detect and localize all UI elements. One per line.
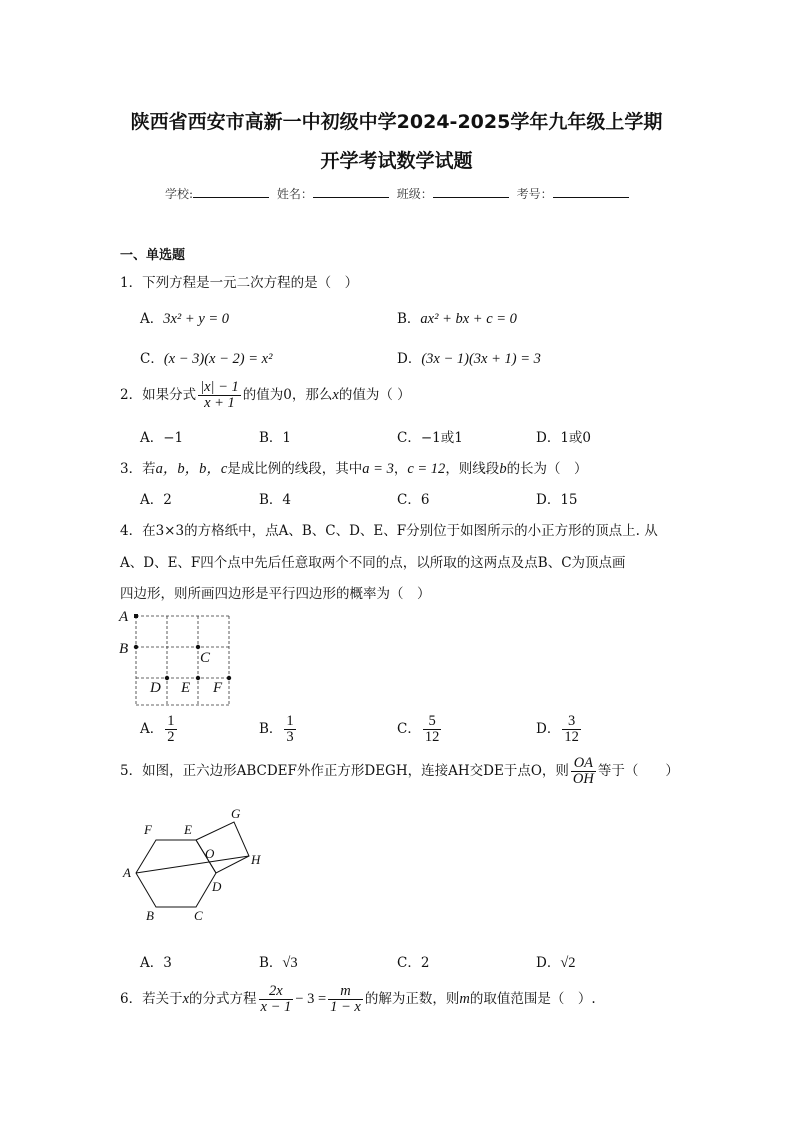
q2-option-a[interactable]: A．−1 — [140, 430, 184, 446]
q4-d-label: D． — [536, 721, 561, 737]
q4-a-label: A． — [140, 721, 164, 737]
q4-b-den: 3 — [286, 729, 294, 745]
q5-frac-num: OA — [571, 756, 596, 772]
q2-var: x — [332, 387, 339, 403]
q6-var: x — [182, 991, 190, 1007]
q1-a-label: A． — [140, 311, 164, 327]
q4-a-frac — [165, 714, 176, 745]
q4-point-c — [196, 645, 200, 649]
q6-frac1-den: x − 1 — [260, 999, 292, 1015]
q2-suffix: 的值为（ ） — [338, 387, 411, 403]
q4-point-b — [134, 645, 138, 649]
q5-label-b: B — [146, 908, 154, 923]
q5-b-label: B． — [259, 955, 283, 971]
q6-frac2 — [328, 984, 363, 1015]
q4-b-label: B． — [259, 721, 283, 737]
q6-stem — [120, 984, 596, 1015]
q6-var-m: m — [459, 991, 470, 1007]
q4-d-frac — [562, 714, 581, 745]
q6-frac2-num: m — [328, 984, 363, 1000]
q5-b-value: √3 — [282, 955, 298, 971]
q3-eq2: c = 12 — [407, 461, 446, 477]
q2-option-b[interactable]: B．1 — [259, 430, 292, 446]
page-title-line2: 开学考试数学试题 — [320, 150, 473, 172]
q6-minus3: − 3 = — [295, 991, 327, 1007]
q1-c-expr: (x − 3)(x − 2) = x² — [163, 351, 273, 367]
q4-a-num: 1 — [167, 713, 175, 729]
q3-option-b[interactable]: B．4 — [259, 492, 292, 508]
q1-d-label: D． — [397, 351, 422, 367]
q2-option-c[interactable]: C．−1或1 — [397, 430, 463, 446]
q3-option-c[interactable]: C．6 — [397, 492, 430, 508]
q5-d-value: √2 — [560, 955, 576, 971]
q3-vars: a，b，b，c — [155, 461, 228, 477]
q5-suffix: 等于（ ） — [597, 763, 679, 779]
q5-label-o: O — [205, 846, 215, 861]
q6-mid2: 的解为正数，则 — [364, 991, 460, 1007]
q1-option-b[interactable] — [397, 307, 517, 328]
q5-frac-den: OH — [572, 771, 594, 787]
q4-label-c: C — [200, 650, 211, 666]
section-title: 一、单选题 — [120, 248, 186, 263]
class-label: 班级： — [396, 187, 433, 201]
q4-b-frac — [284, 714, 295, 745]
q3-stem — [120, 457, 588, 478]
q4-label-f: F — [213, 680, 223, 696]
q4-point-d — [165, 676, 169, 680]
q4-label-a: A — [119, 609, 129, 625]
q4-c-frac — [423, 714, 442, 745]
q5-label-f: F — [144, 822, 152, 837]
q4-option-d[interactable] — [536, 714, 583, 745]
q1-b-expr: ax² + bx + c = 0 — [420, 311, 517, 327]
q3-part3: ，则线段 — [445, 461, 500, 477]
q5-label-a: A — [123, 865, 131, 880]
q6-suffix: 的取值范围是（ ）. — [469, 991, 596, 1007]
q2-prefix: 2．如果分式 — [120, 387, 197, 403]
school-label: 学校: — [165, 187, 194, 201]
q1-option-c[interactable] — [140, 347, 272, 368]
q4-c-den: 12 — [424, 729, 440, 745]
q3-part4: 的长为（ ） — [506, 461, 588, 477]
name-label: 姓名： — [276, 187, 313, 201]
q3-part2: 是成比例的线段，其中 — [227, 461, 363, 477]
q3-var-b: b — [499, 461, 507, 477]
q5-d-label: D． — [536, 955, 561, 971]
q4-option-c[interactable] — [397, 714, 443, 745]
q6-mid: 的分式方程 — [189, 991, 257, 1007]
q1-d-expr: (3x − 1)(3x + 1) = 3 — [421, 351, 541, 367]
q4-line2: A、D、E、F四个点中先后任意取两个不同的点，以所取的这两点及点B、C为顶点画 — [120, 555, 626, 571]
q1-option-a[interactable] — [140, 307, 229, 328]
q1-c-label: C． — [140, 351, 164, 367]
q4-label-b: B — [119, 641, 129, 657]
q6-prefix: 6．若关于 — [120, 991, 183, 1007]
q4-c-num: 5 — [423, 714, 442, 730]
q3-part1: 3．若 — [120, 461, 156, 477]
q4-grid-figure — [116, 606, 240, 710]
exam-no-field[interactable] — [553, 186, 629, 198]
q3-sep: ， — [393, 461, 408, 477]
q5-option-d[interactable] — [536, 951, 576, 972]
q2-fraction — [198, 380, 241, 411]
q5-hexagon — [136, 840, 216, 907]
class-field[interactable] — [433, 186, 509, 198]
q2-option-d[interactable]: D．1或0 — [536, 430, 592, 446]
q2-stem — [120, 380, 411, 411]
q4-label-d: D — [150, 680, 161, 696]
q1-option-d[interactable] — [397, 347, 541, 368]
school-field[interactable] — [193, 186, 269, 198]
q3-option-a[interactable]: A．2 — [140, 492, 172, 508]
q4-line1: 4．在3×3的方格纸中，点A、B、C、D、E、F分别位于如图所示的小正方形的顶点上. 从 — [120, 523, 658, 539]
q1-stem: 1．下列方程是一元二次方程的是（ ） — [120, 275, 359, 291]
q4-point-a — [134, 614, 138, 618]
q1-b-label: B． — [397, 311, 421, 327]
q5-label-h: H — [251, 852, 261, 867]
q5-stem — [120, 756, 679, 787]
q5-label-g: G — [231, 806, 241, 821]
q2-mid: 的值为0，那么 — [242, 387, 333, 403]
q4-point-e — [196, 676, 200, 680]
q1-a-expr: 3x² + y = 0 — [163, 311, 230, 327]
q4-d-num: 3 — [562, 714, 581, 730]
q4-option-b[interactable] — [259, 714, 298, 745]
q2-frac-num: |x| − 1 — [200, 379, 239, 395]
q5-hexagon-figure — [116, 800, 276, 930]
q5-square — [196, 822, 249, 873]
q6-frac2-den: 1 − x — [330, 999, 361, 1015]
student-info-row — [165, 185, 633, 202]
q5-label-c: C — [194, 908, 203, 923]
q4-b-num: 1 — [286, 713, 294, 729]
page-title-line1: 陕西省西安市高新一中初级中学2024-2025学年九年级上学期 — [130, 111, 663, 133]
q2-frac-den: x + 1 — [204, 395, 235, 411]
q5-label-e: E — [184, 822, 192, 837]
name-field[interactable] — [313, 186, 389, 198]
q4-line3: 四边形，则所画四边形是平行四边形的概率为（ ） — [120, 586, 431, 602]
q4-label-e: E — [181, 680, 191, 696]
q3-option-d[interactable]: D．15 — [536, 492, 578, 508]
q4-a-den: 2 — [167, 729, 175, 745]
exam-no-label: 考号： — [516, 187, 553, 201]
q4-d-den: 12 — [564, 729, 579, 745]
q6-frac1-num: 2x — [259, 984, 294, 1000]
q4-option-a[interactable] — [140, 714, 179, 745]
q5-option-b[interactable] — [259, 951, 298, 972]
q6-frac1 — [259, 984, 294, 1015]
q5-fraction — [571, 756, 596, 787]
q5-label-d: D — [212, 879, 222, 894]
q5-option-a[interactable]: A．3 — [140, 955, 172, 971]
q3-eq1: a = 3 — [362, 461, 394, 477]
q4-c-label: C． — [397, 721, 421, 737]
q5-stem-text: 5．如图，正六边形ABCDEF外作正方形DEGH，连接AH交DE于点O，则 — [120, 763, 569, 779]
q5-option-c[interactable]: C．2 — [397, 955, 430, 971]
q4-point-f — [227, 676, 231, 680]
